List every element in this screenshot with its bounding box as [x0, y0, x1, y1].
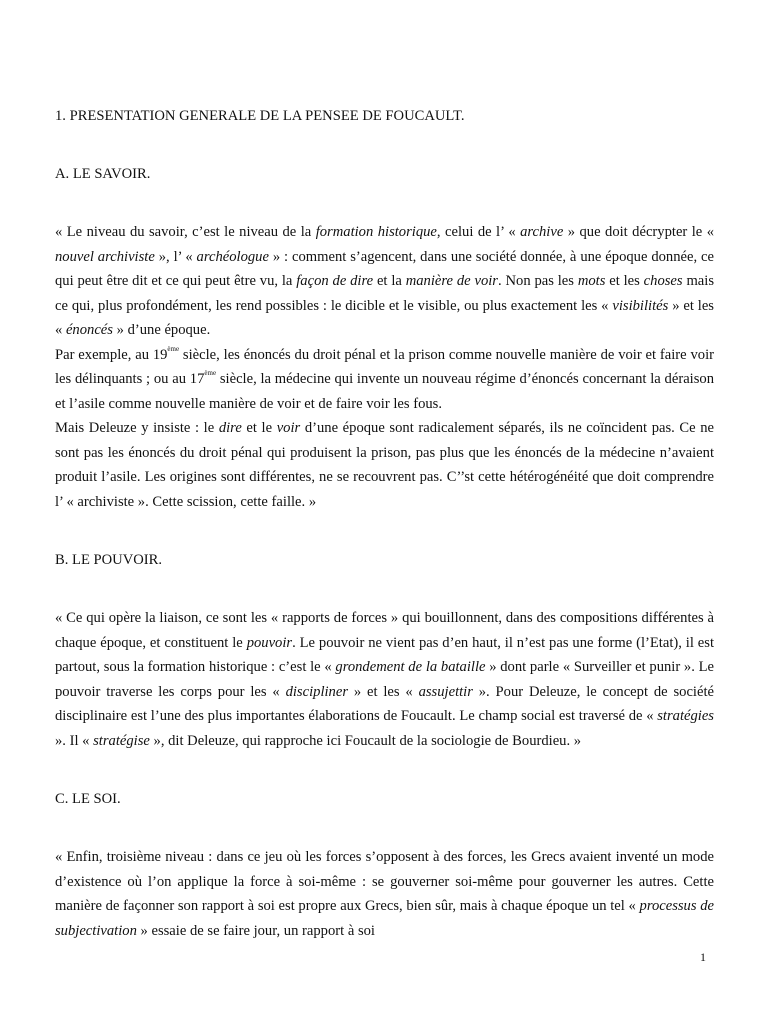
text-run: . Le pouvoir ne vient pas d’en haut, il n’est pas une forme (l’Etat), il est partout, sous la formation historique : c’est le «: [55, 634, 714, 675]
italic-text: visibilités: [612, 297, 669, 314]
text-run: » et les «: [55, 297, 714, 338]
italic-text: archive: [520, 224, 564, 240]
text-run: » dont parle « Surveiller et punir ». Le pouvoir traverse les corps pour les «: [55, 659, 714, 700]
text-run: . Non pas les: [497, 273, 578, 289]
italic-text: dire: [218, 420, 242, 436]
italic-text: formation historique: [315, 224, 437, 240]
italic-text: mots: [577, 273, 606, 289]
main-heading: 1. PRESENTATION GENERALE DE LA PENSEE DE FOUCAULT.: [55, 108, 465, 124]
italic-text: façon de dire: [296, 273, 374, 289]
text-run: » et les «: [348, 683, 419, 700]
text-run: ». Pour Deleuze, le concept de société disciplinaire est l’une des plus importantes élaborations de Foucault. Le champ social est traversé de «: [55, 683, 714, 724]
paragraph: [55, 220, 714, 343]
page-number: 1: [700, 950, 706, 964]
text-run: et la: [373, 273, 406, 289]
section-b-title: B. LE POUVOIR.: [55, 552, 163, 568]
paragraph: [55, 606, 714, 753]
document-page: [55, 104, 714, 977]
text-run: « Ce qui opère la liaison, ce sont les « rapports de forces » qui bouillonnent, dans des compositions différentes à chaque époque, et constituent le: [55, 610, 714, 651]
text-run: « Enfin, troisième niveau : dans ce jeu où les forces s’opposent à des forces, les Grecs avaient inventé un mode d’existence où l’on applique la force à soi-même : se gouverner soi-même pour gouverner les autres. Cette manière de façonner son rapport à soi est propre aux Grecs, bien sûr, mais à chaque époque un tel «: [55, 849, 714, 914]
section-a-title: A. LE SAVOIR.: [55, 166, 151, 182]
text-run: » essaie de se faire jour, un rapport à soi: [136, 922, 375, 939]
text-run: mais ce qui, plus profondément, les rend possibles : le dicible et le visible, ou plus exactement les «: [55, 273, 715, 314]
text-run: » : comment s’agencent, dans une société donnée, à une époque donnée, ce qui peut être dit et ce qui peut être vu, la: [55, 248, 714, 289]
italic-text: voir: [276, 420, 301, 436]
text-run: ». Il «: [55, 732, 94, 749]
text-run: siècle, la médecine qui invente un nouveau régime d’énoncés concernant la déraison et l’asile comme nouvelle manière de voir et de faire voir les fous.: [55, 371, 714, 412]
text-run: », dit Deleuze, qui rapproche ici Foucault de la sociologie de Bourdieu. »: [149, 732, 582, 749]
text-run: siècle, les énoncés du droit pénal et la prison comme nouvelle manière de voir et faire voir les délinquants ; ou au 17: [55, 346, 714, 387]
superscript: ème: [204, 369, 217, 377]
paragraph: [55, 845, 714, 943]
italic-text: stratégies: [657, 708, 714, 724]
italic-text: stratégise: [93, 732, 150, 749]
text-run: d’une époque sont radicalement séparés, ils ne coïncident pas. Ce ne sont pas les énoncés du droit pénal qui produisent la prison, pas plus que les énoncés de la médecine n’avaient produit l’asile. Les origines sont différentes, ne se recouvrent pas. C’’st cette hétérogénéité que doit comprendre l’ « archiviste ». Cette scission, cette faille. »: [55, 420, 715, 510]
paragraph: [55, 416, 714, 514]
italic-text: archéologue: [196, 248, 269, 265]
italic-text: choses: [643, 273, 683, 289]
superscript: ème: [167, 344, 180, 353]
text-run: Par exemple, au 19: [55, 346, 168, 363]
text-run: Mais Deleuze y insiste : le: [55, 420, 219, 436]
text-run: et les: [605, 273, 644, 289]
text-run: et le: [241, 420, 277, 436]
text-run: » que doit décrypter le «: [563, 224, 715, 240]
italic-text: discipliner: [285, 683, 349, 700]
text-run: « Le niveau du savoir, c’est le niveau de la: [55, 224, 316, 240]
section-c-body: [55, 845, 714, 943]
text-run: » d’une époque.: [112, 322, 211, 338]
italic-text: assujettir: [418, 683, 473, 700]
paragraph: [55, 343, 714, 417]
section-c-title: C. LE SOI.: [55, 791, 121, 807]
italic-text: manière de voir: [405, 273, 498, 289]
text-run: , celui de l’ «: [436, 224, 521, 240]
italic-text: énoncés: [65, 322, 113, 338]
italic-text: grondement de la bataille: [335, 659, 486, 675]
section-b-body: [55, 606, 714, 753]
italic-text: nouvel archiviste: [55, 248, 155, 265]
italic-text: pouvoir: [246, 634, 293, 651]
text-run: », l’ «: [154, 248, 197, 265]
italic-text: processus de subjectivation: [55, 898, 714, 939]
section-a-body: [55, 220, 714, 514]
